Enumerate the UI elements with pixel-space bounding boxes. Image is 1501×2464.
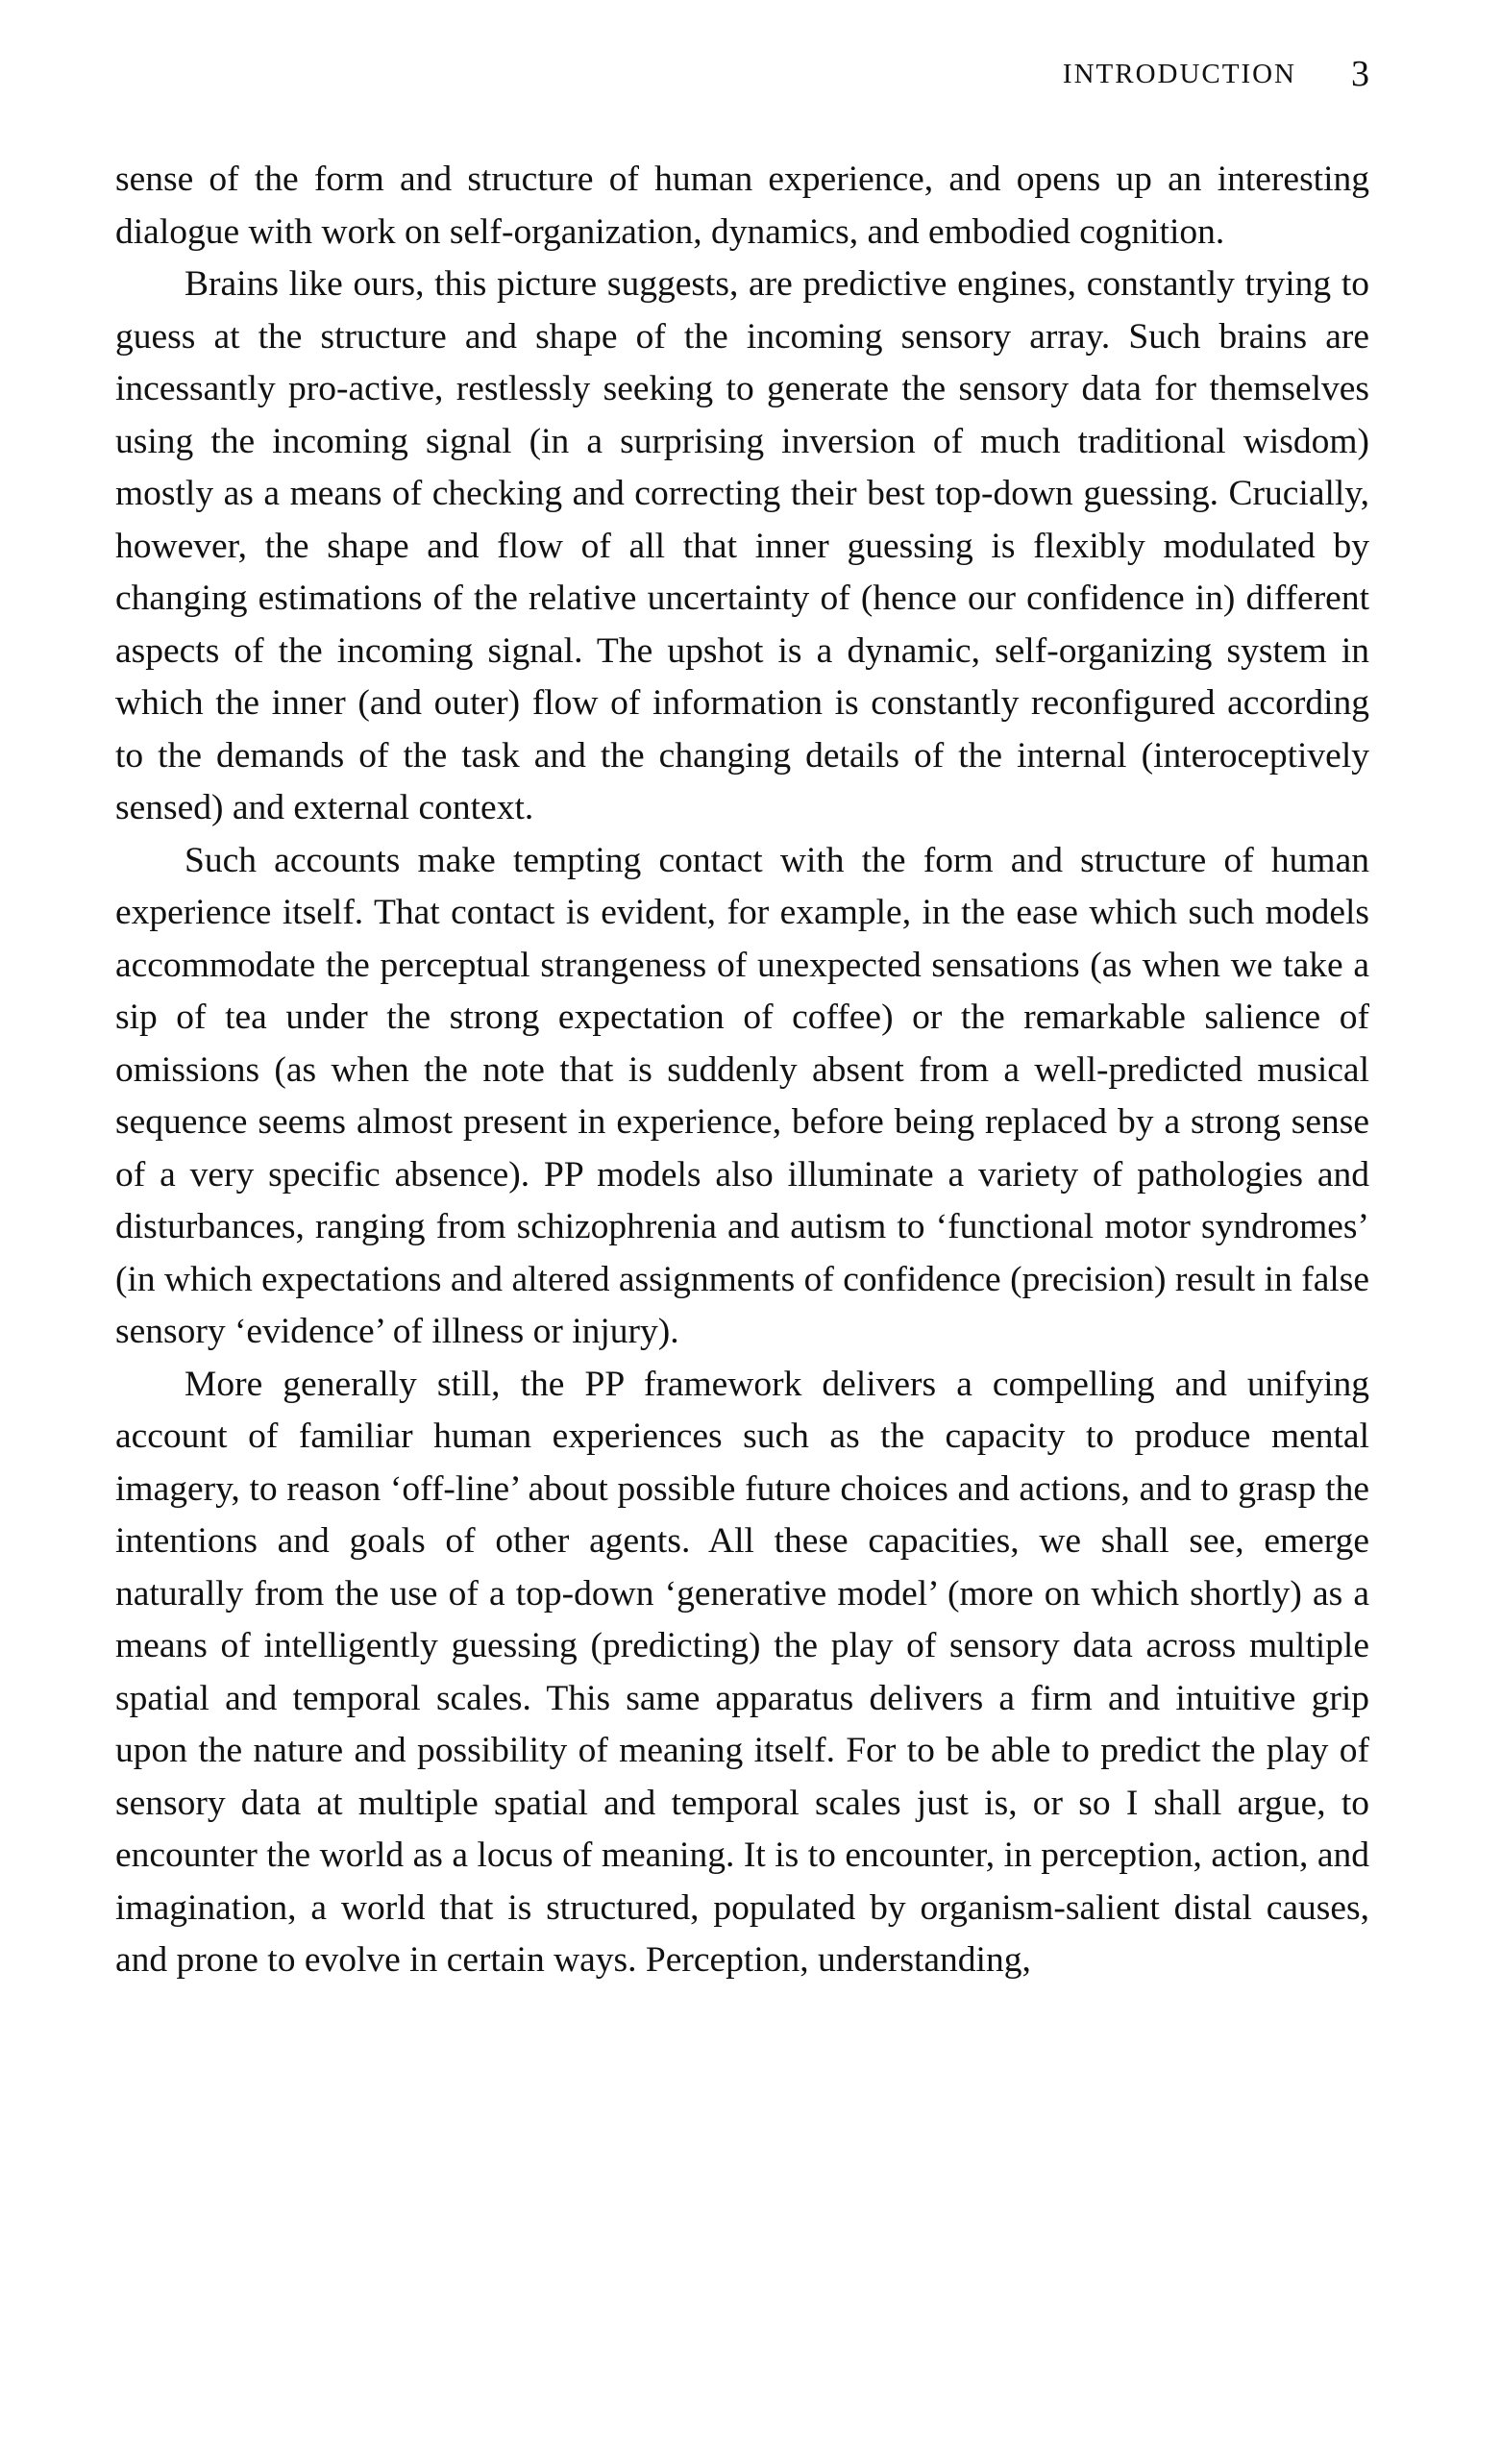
- paragraph-continued: sense of the form and structure of human experience, and opens up an interesting dialogue with work on self-organization, dynamics, and embodied cognition.: [115, 160, 1369, 252]
- body-text: [115, 154, 1369, 1987]
- paragraph: More generally still, the PP framework delivers a compelling and unifying account of familiar human experiences such as the capacity to produce mental imagery, to reason ‘off-line’ about possible future choices and actions, and to grasp the intentions and goals of other agents. All these capacities, we shall see, emerge naturally from the use of a top-down ‘generative model’ (more on which shortly) as a means of intelligently guessing (predicting) the play of sensory data across multiple spatial and temporal scales. This same apparatus delivers a firm and intuitive grip upon the nature and possibility of meaning itself. For to be able to predict the play of sensory data at multiple spatial and temporal scales just is, or so I shall argue, to encounter the world as a locus of meaning. It is to encounter, in perception, action, and imagination, a world that is structured, populated by organism-salient distal causes, and prone to evolve in certain ways. Perception, understanding,: [115, 1364, 1369, 1980]
- paragraph: Such accounts make tempting contact with the form and structure of human experience itself. That contact is evident, for example, in the ease which such models accommodate the perceptual strangeness of unexpected sensations (as when we take a sip of tea under the strong expectation of coffee) or the remarkable salience of omissions (as when the note that is suddenly absent from a well-predicted musical sequence seems almost present in experience, before being replaced by a strong sense of a very specific absence). PP models also illuminate a variety of pathologies and disturbances, ranging from schizophrenia and autism to ‘functional motor syndromes’ (in which expectations and altered assignments of confidence (precision) result in false sensory ‘evidence’ of illness or injury).: [115, 840, 1369, 1351]
- paragraph: Brains like ours, this picture suggests, are predictive engines, constantly trying to guess at the structure and shape of the incoming sensory array. Such brains are incessantly pro-active, restlessly seeking to generate the sensory data for themselves using the incoming signal (in a surprising inversion of much traditional wisdom) mostly as a means of checking and correcting their best top-down guessing. Crucially, however, the shape and flow of all that inner guessing is flexibly modulated by changing estimations of the relative uncertainty of (hence our confidence in) different aspects of the incoming signal. The upshot is a dynamic, self-organizing system in which the inner (and outer) flow of information is constantly reconfigured according to the demands of the task and the changing details of the internal (interoceptively sensed) and external context.: [115, 264, 1369, 827]
- running-head-section-title: INTRODUCTION: [1062, 59, 1296, 89]
- running-head: [115, 50, 1369, 98]
- page-number: 3: [1351, 54, 1369, 94]
